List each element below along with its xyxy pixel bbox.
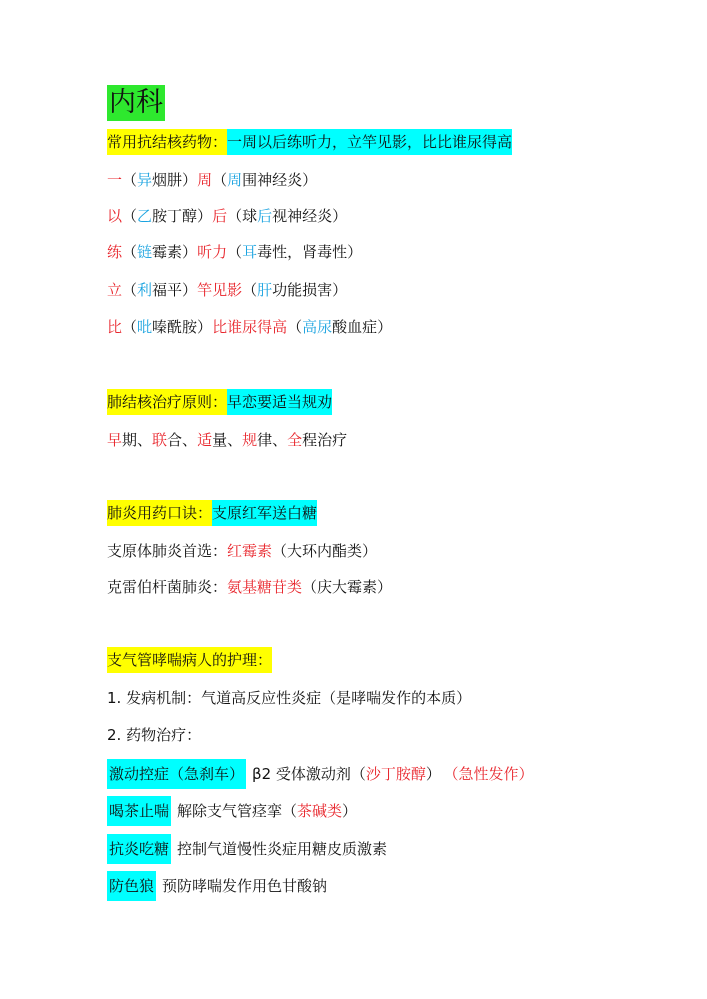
asthma-drug-therapy: 2. 药物治疗： <box>107 726 202 744</box>
tb-principle-mnemonic: 早恋要适当规劝 <box>227 389 332 415</box>
asthma-row-1: 激动控症（急刹车） β2 受体激动剂（沙丁胺醇） （急性发作） <box>107 759 533 789</box>
pneumonia-line-2: 克雷伯杆菌肺炎：氨基糖苷类（庆大霉素） <box>107 578 393 596</box>
page-title: 内科 <box>107 85 165 121</box>
asthma-row-4: 防色狼 预防哮喘发作用色甘酸钠 <box>107 871 327 901</box>
mnemonic-tag: 防色狼 <box>107 871 156 901</box>
asthma-heading: 支气管哮喘病人的护理： <box>107 648 272 672</box>
tb-drugs-heading: 常用抗结核药物：一周以后练听力，立竿见影，比比谁尿得高 <box>107 130 512 154</box>
tb-drug-line-5: 比（吡嗪酰胺）比谁尿得高（高尿酸血症） <box>107 318 393 336</box>
pneumonia-heading: 肺炎用药口诀：支原红军送白糖 <box>107 501 317 525</box>
tb-principle-heading: 肺结核治疗原则：早恋要适当规劝 <box>107 390 332 414</box>
tb-drug-line-3: 练（链霉素）听力（耳毒性，肾毒性） <box>107 243 363 261</box>
tb-drugs-mnemonic: 一周以后练听力，立竿见影，比比谁尿得高 <box>227 129 512 155</box>
asthma-row-3: 抗炎吃糖 控制气道慢性炎症用糖皮质激素 <box>107 834 387 864</box>
tb-drug-line-4: 立（利福平）竿见影（肝功能损害） <box>107 281 348 299</box>
asthma-row-2: 喝茶止喘 解除支气管痉挛（茶碱类） <box>107 796 357 826</box>
tb-drug-line-2: 以（乙胺丁醇）后（球后视神经炎） <box>107 207 348 225</box>
mnemonic-tag: 激动控症（急刹车） <box>107 759 246 789</box>
mnemonic-tag: 抗炎吃糖 <box>107 834 171 864</box>
tb-principle-items: 早期、联合、适量、规律、全程治疗 <box>107 431 348 449</box>
pneumonia-line-1: 支原体肺炎首选：红霉素（大环内酯类） <box>107 542 378 560</box>
mnemonic-tag: 喝茶止喘 <box>107 796 171 826</box>
asthma-mechanism: 1. 发病机制：气道高反应性炎症（是哮喘发作的本质） <box>107 689 472 707</box>
pneumonia-mnemonic: 支原红军送白糖 <box>212 500 317 526</box>
tb-drug-line-1: 一（异烟肼）周（周围神经炎） <box>107 171 318 189</box>
